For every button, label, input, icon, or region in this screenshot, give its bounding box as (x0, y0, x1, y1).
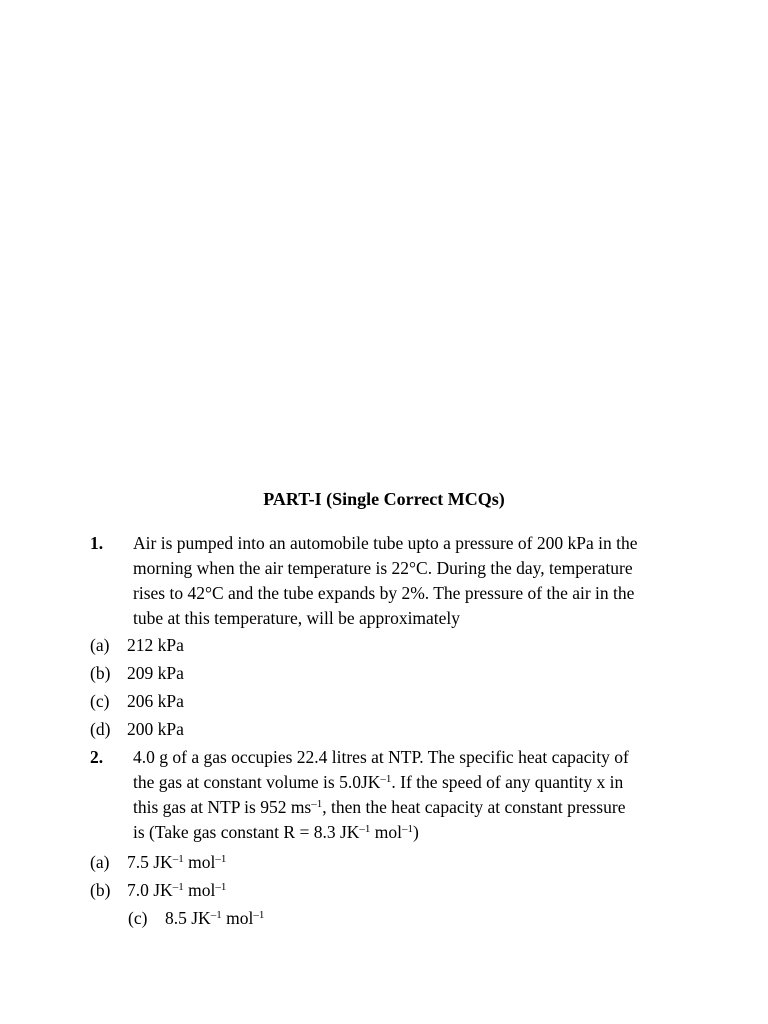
option-label: (a) (90, 635, 110, 655)
option-value: 8.5 JK (165, 908, 211, 928)
question-1-option-b (90, 661, 184, 686)
question-1-line-1: Air is pumped into an automobile tube upto a pressure of 200 kPa in the (133, 533, 638, 553)
text-run: , then the heat capacity at constant pressure (322, 797, 626, 817)
option-unit: mol (183, 852, 216, 872)
option-text: 209 kPa (127, 663, 184, 683)
question-2-option-b (90, 878, 226, 903)
question-2-line-2 (133, 770, 676, 795)
option-text: 212 kPa (127, 635, 184, 655)
option-label: (b) (90, 663, 111, 683)
superscript: –1 (359, 823, 371, 835)
superscript: –1 (172, 881, 184, 893)
option-text: 200 kPa (127, 719, 184, 739)
question-number-1: 1. (90, 533, 104, 553)
superscript: –1 (215, 881, 227, 893)
superscript: –1 (380, 773, 392, 785)
question-1-line-3: rises to 42°C and the tube expands by 2%. The pressure of the air in the (133, 583, 635, 603)
option-text: 206 kPa (127, 691, 184, 711)
question-1-option-d (90, 717, 184, 742)
question-2-line-4 (133, 820, 676, 845)
option-label: (a) (90, 852, 110, 872)
option-label: (c) (128, 908, 148, 928)
question-text-1 (133, 531, 676, 631)
text-run: . If the speed of any quantity x in (391, 772, 624, 792)
text-run: this gas at NTP is 952 ms (133, 797, 312, 817)
superscript: –1 (402, 823, 413, 835)
question-number-2: 2. (90, 747, 104, 767)
option-label: (b) (90, 880, 111, 900)
question-2-line-1: 4.0 g of a gas occupies 22.4 litres at NTP. The specific heat capacity of (133, 747, 629, 767)
text-run: ) (413, 822, 419, 842)
superscript: –1 (210, 909, 222, 921)
option-label: (d) (90, 719, 111, 739)
superscript: –1 (215, 853, 227, 865)
option-value: 7.0 JK (127, 880, 173, 900)
question-1-option-c (90, 689, 184, 714)
question-2-line-3 (133, 795, 676, 820)
question-1-line-2: morning when the air temperature is 22°C. During the day, temperature (133, 558, 633, 578)
superscript: –1 (311, 798, 323, 810)
text-run: is (Take gas constant R = 8.3 JK (133, 822, 360, 842)
option-unit: mol (221, 908, 254, 928)
question-2-option-a (90, 850, 226, 875)
text-run: the gas at constant volume is 5.0JK (133, 772, 381, 792)
section-title: PART-I (Single Correct MCQs) (263, 489, 505, 509)
question-1-option-a (90, 633, 184, 658)
superscript: –1 (253, 909, 265, 921)
text-run: mol (370, 822, 402, 842)
question-1-line-4: tube at this temperature, will be approximately (133, 608, 461, 628)
option-value: 7.5 JK (127, 852, 173, 872)
question-2-option-c (128, 906, 264, 931)
question-text-2 (133, 745, 676, 845)
superscript: –1 (172, 853, 184, 865)
option-unit: mol (183, 880, 216, 900)
option-label: (c) (90, 691, 110, 711)
